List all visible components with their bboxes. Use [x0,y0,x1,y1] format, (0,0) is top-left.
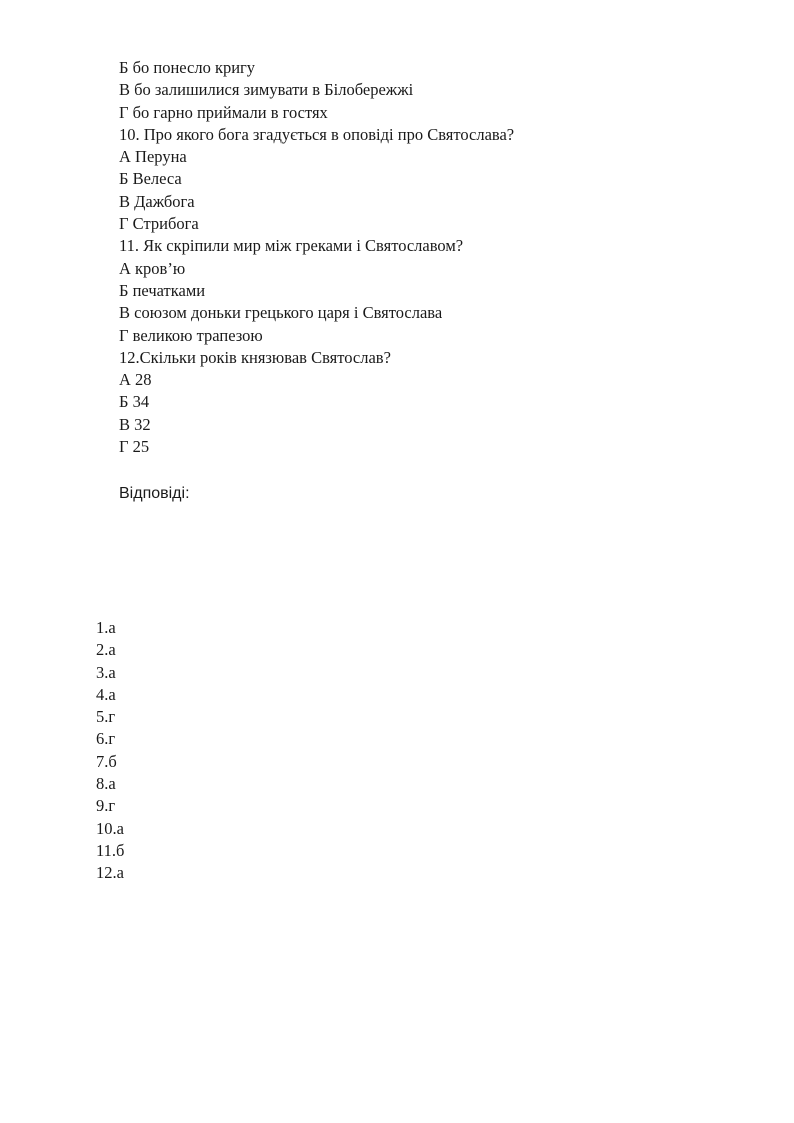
option-line: Б печатками [119,280,206,300]
option-line: Б Велеса [119,169,182,189]
answer-item: 9.г [96,796,116,816]
option-line: Г 25 [119,437,150,457]
option-line: Г великою трапезою [119,325,263,345]
answer-item: 6.г [96,729,116,749]
answer-item: 1.а [96,618,116,637]
answer-item: 3.а [96,662,116,682]
answer-list [96,617,124,885]
option-line: Г Стрибога [119,214,199,234]
questions-block [119,57,514,458]
option-line: А 28 [119,370,152,390]
answer-item: 10.а [96,818,124,838]
answer-item: 12.а [96,863,124,883]
option-line: В Дажбога [119,191,195,211]
option-line: В 32 [119,414,151,434]
option-line: А кров’ю [119,258,186,278]
option-line: А Перуна [119,147,187,167]
answer-item: 2.а [96,640,116,660]
answer-item: 11.б [96,840,125,860]
option-line: В союзом доньки грецького царя і Святослава [119,303,443,323]
answer-item: 8.а [96,774,116,794]
answers-heading: Відповіді: [119,485,190,502]
answer-item: 4.а [96,684,116,704]
question-10: 10. Про якого бога згадується в оповіді про Святослава? [119,124,515,144]
option-line: Б бо понесло кригу [119,58,256,77]
option-line: Г бо гарно приймали в гостях [119,102,328,122]
answer-item: 7.б [96,751,117,771]
question-11: 11. Як скріпили мир між греками і Святославом? [119,236,464,256]
option-line: Б 34 [119,392,150,412]
answer-item: 5.г [96,707,116,727]
question-12: 12.Скільки років князював Святослав? [119,347,391,367]
option-line: В бо залишилися зимувати в Білобережжі [119,80,414,100]
